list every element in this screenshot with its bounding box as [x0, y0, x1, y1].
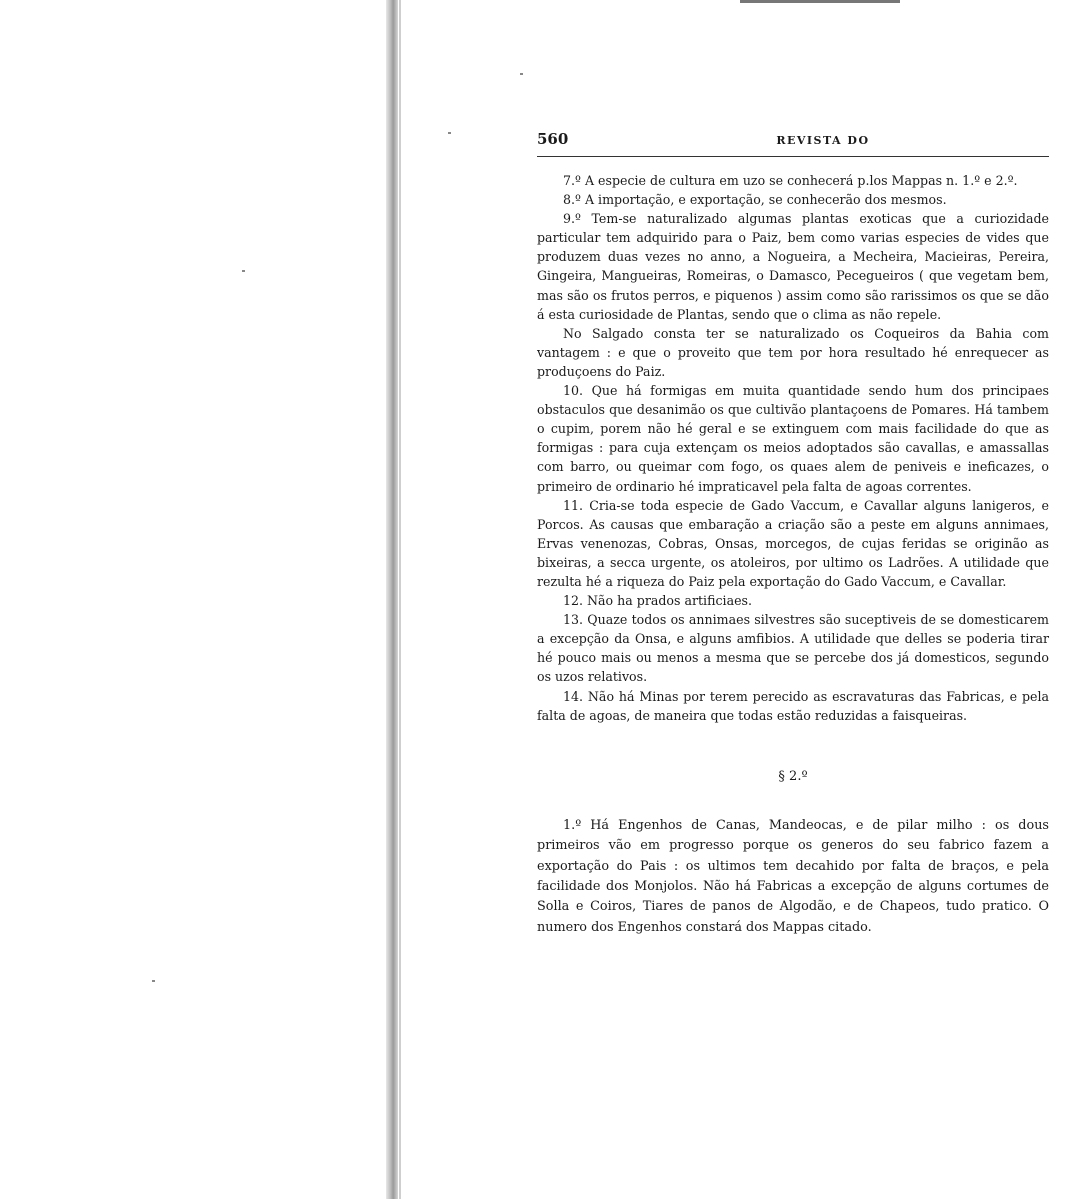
page-number: 560 — [537, 130, 569, 148]
paragraph-7: 7.º A especie de cultura em uzo se conhecerá p.los Mappas n. 1.º e 2.º. — [563, 173, 1018, 188]
paragraph-9: 9.º Tem-se naturalizado algumas plantas exoticas que a curiozidade particular tem adquirido para o Paiz, bem como varias especies de vides que produzem duas vezes no anno, a Nogueira, a Mecheira, Macieiras, Pereira, Gingeira, Mangueiras, Romeiras, o Damasco, Pecegueiros ( que vegetam bem, mas são os frutos perros, e piquenos ) assim como são rarissimos os que se dão á esta curiosidade de Plantas, sendo que o clima as não repele. — [537, 211, 1049, 322]
paragraph-salgado: No Salgado consta ter se naturalizado os Coqueiros da Bahia com vantagem : e que o proveito que tem por hora resultado hé enrequecer as produçoens do Paiz. — [537, 325, 1049, 379]
paragraph-14: 14. Não há Minas por terem perecido as escravaturas das Fabricas, e pela falta de agoas, de maneira que todas estão reduzidas a faisqueiras. — [537, 688, 1049, 723]
scan-speck — [448, 132, 451, 134]
scan-top-mark — [740, 0, 900, 3]
binding-gutter — [386, 0, 398, 1199]
section-2-text — [537, 816, 1049, 938]
section-1-text — [537, 171, 1049, 725]
section-heading: § 2.º — [778, 768, 808, 784]
scan-speck — [242, 270, 245, 272]
scan-speck — [152, 980, 155, 982]
page-header — [537, 130, 1049, 157]
paragraph-11: 11. Cria-se toda especie de Gado Vaccum, e Cavallar alguns lanigeros, e Porcos. As causas que embaração a criação são a peste em alguns annimaes, Ervas venenozas, Cobras, Onsas, morcegos, de cujas feridas se originão as bixeiras, a secca urgente, os atoleiros, por ultimo os Ladrões. A utilidade que rezulta hé a riqueza do Paiz pela exportação do Gado Vaccum, e Cavallar. — [537, 497, 1049, 589]
book-page — [537, 130, 1049, 938]
section-2-paragraph-1: 1.º Há Engenhos de Canas, Mandeocas, e de pilar milho : os dous primeiros vão em progresso porque os generos do seu fabrico fazem a exportação do Pais : os ultimos tem decahido por falta de braços, e pela facilidade dos Monjolos. Não há Fabricas a excepção de alguns cortumes de Solla e Coiros, Tiares de panos de Algodão, e de Chapeos, tudo pratico. O numero dos Engenhos constará dos Mappas citado. — [537, 817, 1049, 935]
paragraph-8: 8.º A importação, e exportação, se conhecerão dos mesmos. — [563, 192, 947, 208]
scan-speck — [520, 73, 523, 75]
paragraph-13: 13. Quaze todos os annimaes silvestres são suceptiveis de se domesticarem a excepção da Onsa, e alguns amfibios. A utilidade que delles se poderia tirar hé pouco mais ou menos a mesma que se percebe dos já domesticos, segundo os uzos relativos. — [537, 612, 1049, 685]
binding-gutter-edge — [399, 0, 401, 1199]
running-title: REVISTA DO — [776, 134, 870, 147]
paragraph-10: 10. Que há formigas em muita quantidade sendo hum dos principaes obstaculos que desanimão os que cultivão plantaçoens de Pomares. Há tambem o cupim, porem não hé geral e se extinguem com mais facilidade do que as formigas : para cuja extençam os meios adoptados são cavallas, e amassallas com barro, ou queimar com fogo, os quaes alem de peniveis e ineficazes, o primeiro de ordinario hé impraticavel pela falta de agoas correntes. — [537, 383, 1049, 494]
paragraph-12: 12. Não ha prados artificiaes. — [563, 593, 752, 609]
